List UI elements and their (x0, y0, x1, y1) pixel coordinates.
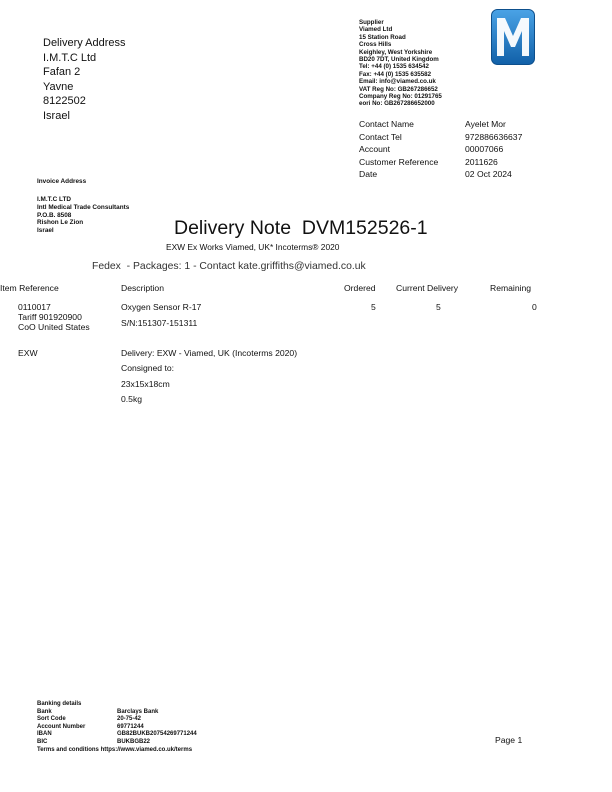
delivery-code: EXW (18, 348, 38, 358)
banking-row (37, 739, 197, 747)
item-coo: CoO United States (18, 322, 90, 332)
contact-label: Account (359, 144, 391, 155)
logo-icon (491, 9, 535, 65)
banking-row (37, 731, 197, 739)
invoice-address-block (37, 196, 129, 235)
delivery-address-line: 8122502 (43, 95, 86, 108)
supplier-line: 15 Station Road (359, 33, 406, 41)
delivery-address-line: I.M.T.C Ltd (43, 51, 97, 64)
contact-label: Date (359, 169, 378, 180)
supplier-line: VAT Reg No: GB267286652 (359, 85, 438, 93)
banking-key: Sort Code (37, 716, 66, 723)
banking-title: Banking details (37, 701, 82, 707)
invoice-address-line: I.M.T.C LTD (37, 196, 71, 203)
supplier-line: BD20 7DT, United Kingdom (359, 56, 439, 64)
item-serial: S/N:151307-151311 (121, 318, 198, 328)
invoice-address-line: Intl Medical Trade Consultants (37, 203, 130, 211)
contact-row (359, 168, 522, 181)
supplier-line: Keighley, West Yorkshire (359, 48, 433, 56)
contact-label: Contact Name (359, 119, 414, 129)
contact-value: 02 Oct 2024 (465, 169, 512, 180)
header-description: Description (121, 283, 164, 293)
banking-row (37, 724, 197, 732)
banking-key: IBAN (37, 731, 52, 738)
banking-value: 20-75-42 (117, 716, 142, 723)
supplier-line: eori No: GB267286652000 (359, 100, 435, 108)
delivery-address-block (43, 36, 126, 124)
supplier-line: Fax: +44 (0) 1535 635582 (359, 70, 432, 78)
item-tariff: Tariff 901920900 (18, 312, 82, 322)
header-ordered: Ordered (344, 283, 376, 293)
invoice-address-line: Rishon Le Zion (37, 219, 84, 227)
invoice-address-title: Invoice Address (37, 178, 87, 185)
table-row (0, 302, 540, 342)
header-current-delivery: Current Delivery (396, 283, 459, 293)
banking-value: GB82BUKB20754269771244 (117, 731, 197, 738)
header-item-reference: Item Reference (0, 283, 59, 293)
company-logo (491, 9, 535, 65)
banking-key: Bank (37, 708, 52, 715)
item-ordered: 5 (371, 302, 376, 312)
supplier-line: Tel: +44 (0) 1535 634542 (359, 63, 429, 71)
supplier-line: Company Reg No: 01291765 (359, 93, 442, 101)
item-description: Oxygen Sensor R-17 (121, 302, 202, 312)
contact-label: Customer Reference (359, 156, 439, 167)
banking-row (37, 709, 197, 717)
header-remaining: Remaining (490, 283, 532, 293)
contact-row (359, 156, 522, 169)
contact-row (359, 118, 522, 131)
terms-link[interactable]: Terms and conditions https://www.viamed.co.uk/terms (37, 746, 193, 753)
contact-label: Contact Tel (359, 131, 402, 142)
item-remaining: 0 (532, 302, 537, 312)
contact-value: Ayelet Mor (465, 119, 506, 129)
item-current-delivery: 5 (436, 302, 441, 312)
supplier-line: Supplier (359, 19, 384, 26)
banking-details (37, 701, 197, 754)
banking-value: Barclays Bank (117, 708, 159, 715)
delivery-info-line: Consigned to: (121, 363, 175, 373)
delivery-address-line: Fafan 2 (43, 66, 81, 79)
contact-value: 972886636637 (465, 131, 523, 142)
page-number: Page 1 (495, 735, 523, 745)
supplier-line: Viamed Ltd (359, 26, 393, 34)
delivery-info-line: 0.5kg (121, 394, 143, 404)
delivery-info (0, 348, 540, 408)
banking-value: 69771244 (117, 723, 144, 730)
delivery-address-line: Yavne (43, 80, 74, 93)
banking-value: BUKBGB22 (117, 738, 151, 745)
invoice-address-line: P.O.B. 8508 (37, 211, 72, 219)
incoterms-line: EXW Ex Works Viamed, UK* Incoterms® 2020 (166, 242, 340, 252)
banking-key: BIC (37, 738, 48, 745)
shipping-line: Fedex - Packages: 1 - Contact kate.griffiths@viamed.co.uk (92, 261, 366, 272)
contact-table (359, 118, 522, 181)
banking-key: Account Number (37, 723, 86, 730)
delivery-address-line: Israel (43, 109, 70, 122)
delivery-info-line: 23x15x18cm (121, 379, 170, 389)
delivery-address-title: Delivery Address (43, 37, 126, 49)
contact-value: 00007066 (465, 144, 504, 155)
banking-row (37, 716, 197, 724)
items-header (0, 283, 540, 295)
invoice-address-line: Israel (37, 227, 54, 235)
document-title: Delivery Note DVM152526-1 (174, 217, 428, 239)
supplier-block (359, 19, 442, 108)
delivery-info-line: Delivery: EXW - Viamed, UK (Incoterms 2020) (121, 348, 298, 358)
supplier-line: Email: info@viamed.co.uk (359, 78, 436, 86)
contact-row (359, 131, 522, 144)
item-reference: 0110017 (18, 302, 51, 312)
contact-value: 2011626 (465, 156, 498, 167)
contact-row (359, 143, 522, 156)
supplier-line: Cross Hills (359, 41, 392, 49)
